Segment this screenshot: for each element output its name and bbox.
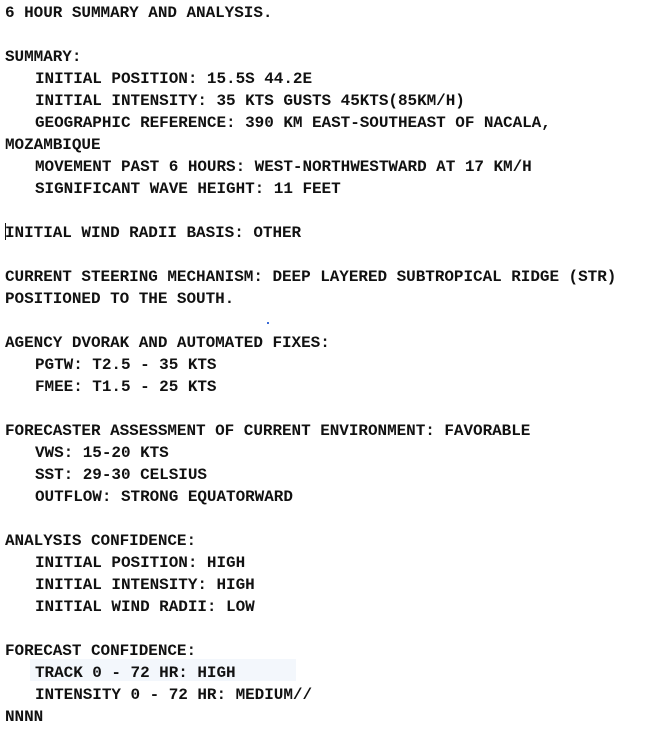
geographic-reference: GEOGRAPHIC REFERENCE: 390 KM EAST-SOUTHEAST OF NACALA,: [35, 114, 551, 132]
dvorak-pgtw: PGTW: T2.5 - 35 KTS: [35, 356, 217, 374]
initial-position: INITIAL POSITION: 15.5S 44.2E: [35, 70, 312, 88]
movement-past-6-hours: MOVEMENT PAST 6 HOURS: WEST-NORTHWESTWARD AT 17 KM/H: [35, 158, 532, 176]
analysis-confidence-position: INITIAL POSITION: HIGH: [35, 554, 246, 572]
blank-line: [5, 508, 645, 530]
wind-radii-basis: INITIAL WIND RADII BASIS: OTHER: [5, 224, 302, 242]
steering-mechanism-continued: POSITIONED TO THE SOUTH.: [5, 290, 235, 308]
forecast-confidence-track: TRACK 0 - 72 HR: HIGH: [35, 664, 236, 682]
environment-sst: SST: 29-30 CELSIUS: [35, 466, 207, 484]
bulletin-document: [5, 2, 645, 728]
blank-line: [5, 200, 645, 222]
dvorak-heading: AGENCY DVORAK AND AUTOMATED FIXES:: [5, 334, 330, 352]
forecast-confidence-intensity: INTENSITY 0 - 72 HR: MEDIUM//: [35, 686, 312, 704]
environment-vws: VWS: 15-20 KTS: [35, 444, 169, 462]
wind-radii-basis-line[interactable]: [5, 222, 645, 244]
environment-heading: FORECASTER ASSESSMENT OF CURRENT ENVIRONMENT: FAVORABLE: [5, 422, 531, 440]
document-footer: NNNN: [5, 708, 44, 726]
dvorak-fmee: FMEE: T1.5 - 25 KTS: [35, 378, 217, 396]
steering-mechanism: CURRENT STEERING MECHANISM: DEEP LAYERED SUBTROPICAL RIDGE (STR): [5, 268, 617, 286]
blank-line: [5, 398, 645, 420]
blank-line: [5, 244, 645, 266]
blank-line: [5, 24, 645, 46]
document-title: 6 HOUR SUMMARY AND ANALYSIS.: [5, 4, 273, 22]
summary-heading: SUMMARY:: [5, 48, 82, 66]
forecast-confidence-heading: FORECAST CONFIDENCE:: [5, 642, 197, 660]
analysis-confidence-wind-radii: INITIAL WIND RADII: LOW: [35, 598, 255, 616]
environment-outflow: OUTFLOW: STRONG EQUATORWARD: [35, 488, 293, 506]
analysis-confidence-intensity: INITIAL INTENSITY: HIGH: [35, 576, 255, 594]
significant-wave-height: SIGNIFICANT WAVE HEIGHT: 11 FEET: [35, 180, 341, 198]
analysis-confidence-heading: ANALYSIS CONFIDENCE:: [5, 532, 197, 550]
initial-intensity: INITIAL INTENSITY: 35 KTS GUSTS 45KTS(85KM/H): [35, 92, 465, 110]
blank-line: [5, 618, 645, 640]
blank-line: [5, 310, 645, 332]
geographic-reference-continued: MOZAMBIQUE: [5, 136, 101, 154]
